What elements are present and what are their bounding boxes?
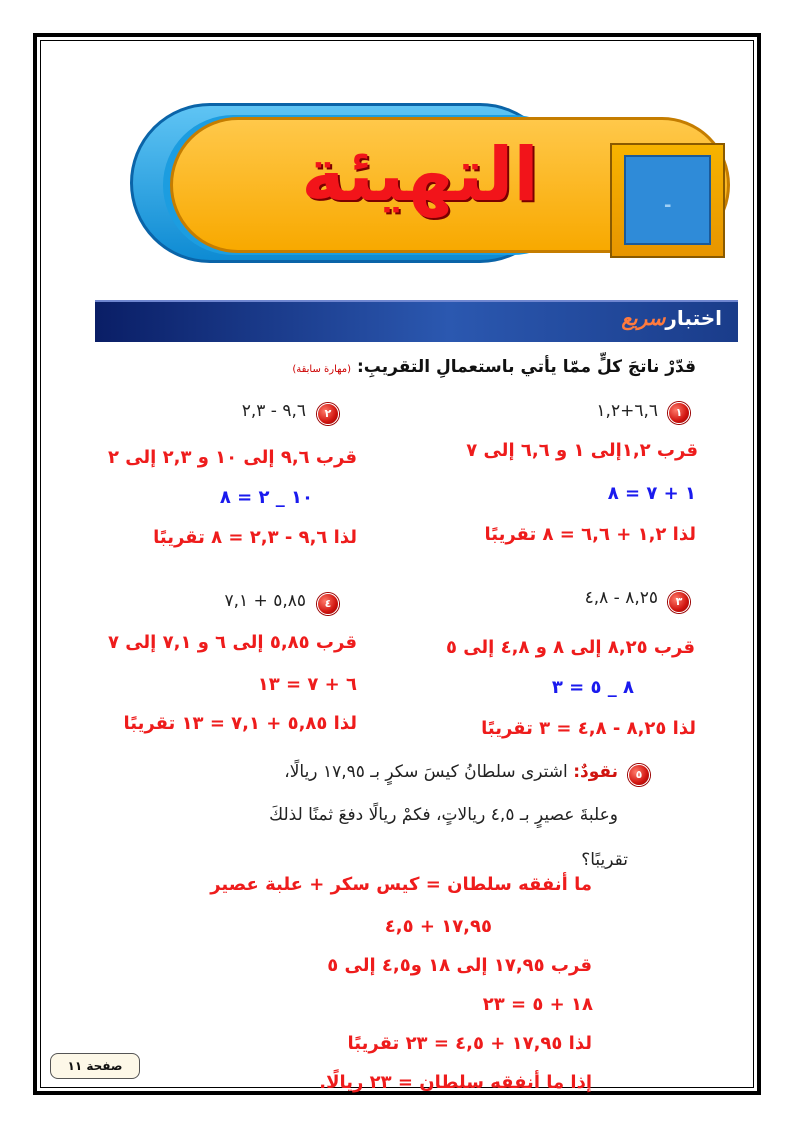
page-title: التهيئة [301,132,539,218]
problem-2-badge: ٢ [317,403,339,425]
problem-1-line-2: ١ + ٧ = ٨ [607,483,696,504]
problem-2-expression: ٩,٦ - ٢,٣ [241,401,306,421]
word-problem-label: نقودٌ: [573,762,618,782]
problem-3-line-3: لذا ٨,٢٥ - ٤,٨ = ٣ تقريبًا [481,718,696,739]
section-title [621,306,722,330]
word-problem-line-1 [284,762,618,782]
word-problem-text-1: اشترى سلطانُ كيسَ سكرٍ بـ ١٧,٩٥ ريالًا، [284,762,568,782]
banner-square-mark: - [664,195,672,216]
section-title-prefix: اختبار [665,306,722,330]
problem-4-line-1: قرب ٥,٨٥ إلى ٦ و ٧,١ إلى ٧ [107,632,357,653]
solution-line-1: ما أنفقه سلطان = كيس سكر + علبة عصير [210,874,592,895]
problem-3-line-1: قرب ٨,٢٥ إلى ٨ و ٤,٨ إلى ٥ [445,637,695,658]
problem-1-line-3: لذا ١,٢ + ٦,٦ = ٨ تقريبًا [484,524,696,545]
problem-4-line-2: ٦ + ٧ = ١٣ [257,674,357,695]
solution-line-5: لذا ١٧,٩٥ + ٤,٥ = ٢٣ تقريبًا [347,1033,592,1054]
solution-line-4: ١٨ + ٥ = ٢٣ [482,994,593,1015]
problem-4-line-3: لذا ٥,٨٥ + ٧,١ = ١٣ تقريبًا [123,713,357,734]
problem-3-badge: ٣ [668,591,690,613]
problem-2-line-2: ١٠ _ ٢ = ٨ [219,487,313,508]
problem-2-line-3: لذا ٩,٦ - ٢,٣ = ٨ تقريبًا [153,527,357,548]
section-title-accent: سريع [621,306,666,330]
instruction-text: قدّرْ ناتجَ كلٍّ ممّا يأتي باستعمالِ التقريبِ: [356,357,696,377]
problem-4-expression: ٥,٨٥ + ٧,١ [224,591,306,611]
instruction-note: (مهارة سابقة) [292,364,352,375]
problem-4-badge: ٤ [317,593,339,615]
solution-line-3: قرب ١٧,٩٥ إلى ١٨ و٤,٥ إلى ٥ [327,955,592,976]
page-number-label: صفحة ١١ [50,1053,140,1079]
instruction [292,357,696,377]
banner-square [610,143,725,258]
problem-1-line-1: قرب ١,٢إلى ١ و ٦,٦ إلى ٧ [466,440,698,461]
word-problem-line-3: تقريبًا؟ [581,850,628,870]
word-problem-line-2: وعلبةَ عصيرٍ بـ ٤,٥ ريالاتٍ، فكمْ ريالًا دفعَ ثمنًا لذلكَ [269,805,618,825]
problem-3-expression: ٨,٢٥ - ٤,٨ [584,588,658,608]
problem-2-line-1: قرب ٩,٦ إلى ١٠ و ٢,٣ إلى ٢ [107,447,357,468]
section-header-bar [95,300,738,342]
problem-1-badge: ١ [668,402,690,424]
problem-3-line-2: ٨ _ ٥ = ٣ [551,677,634,698]
solution-line-2: ١٧,٩٥ + ٤,٥ [384,916,492,937]
problem-1-expression: ٦,٦+١,٢ [596,401,658,421]
solution-line-6: إذا ما أنفقه سلطان = ٢٣ ريالًا. [319,1072,592,1093]
problem-5-badge: ٥ [628,764,650,786]
banner-square-inner [624,155,711,245]
